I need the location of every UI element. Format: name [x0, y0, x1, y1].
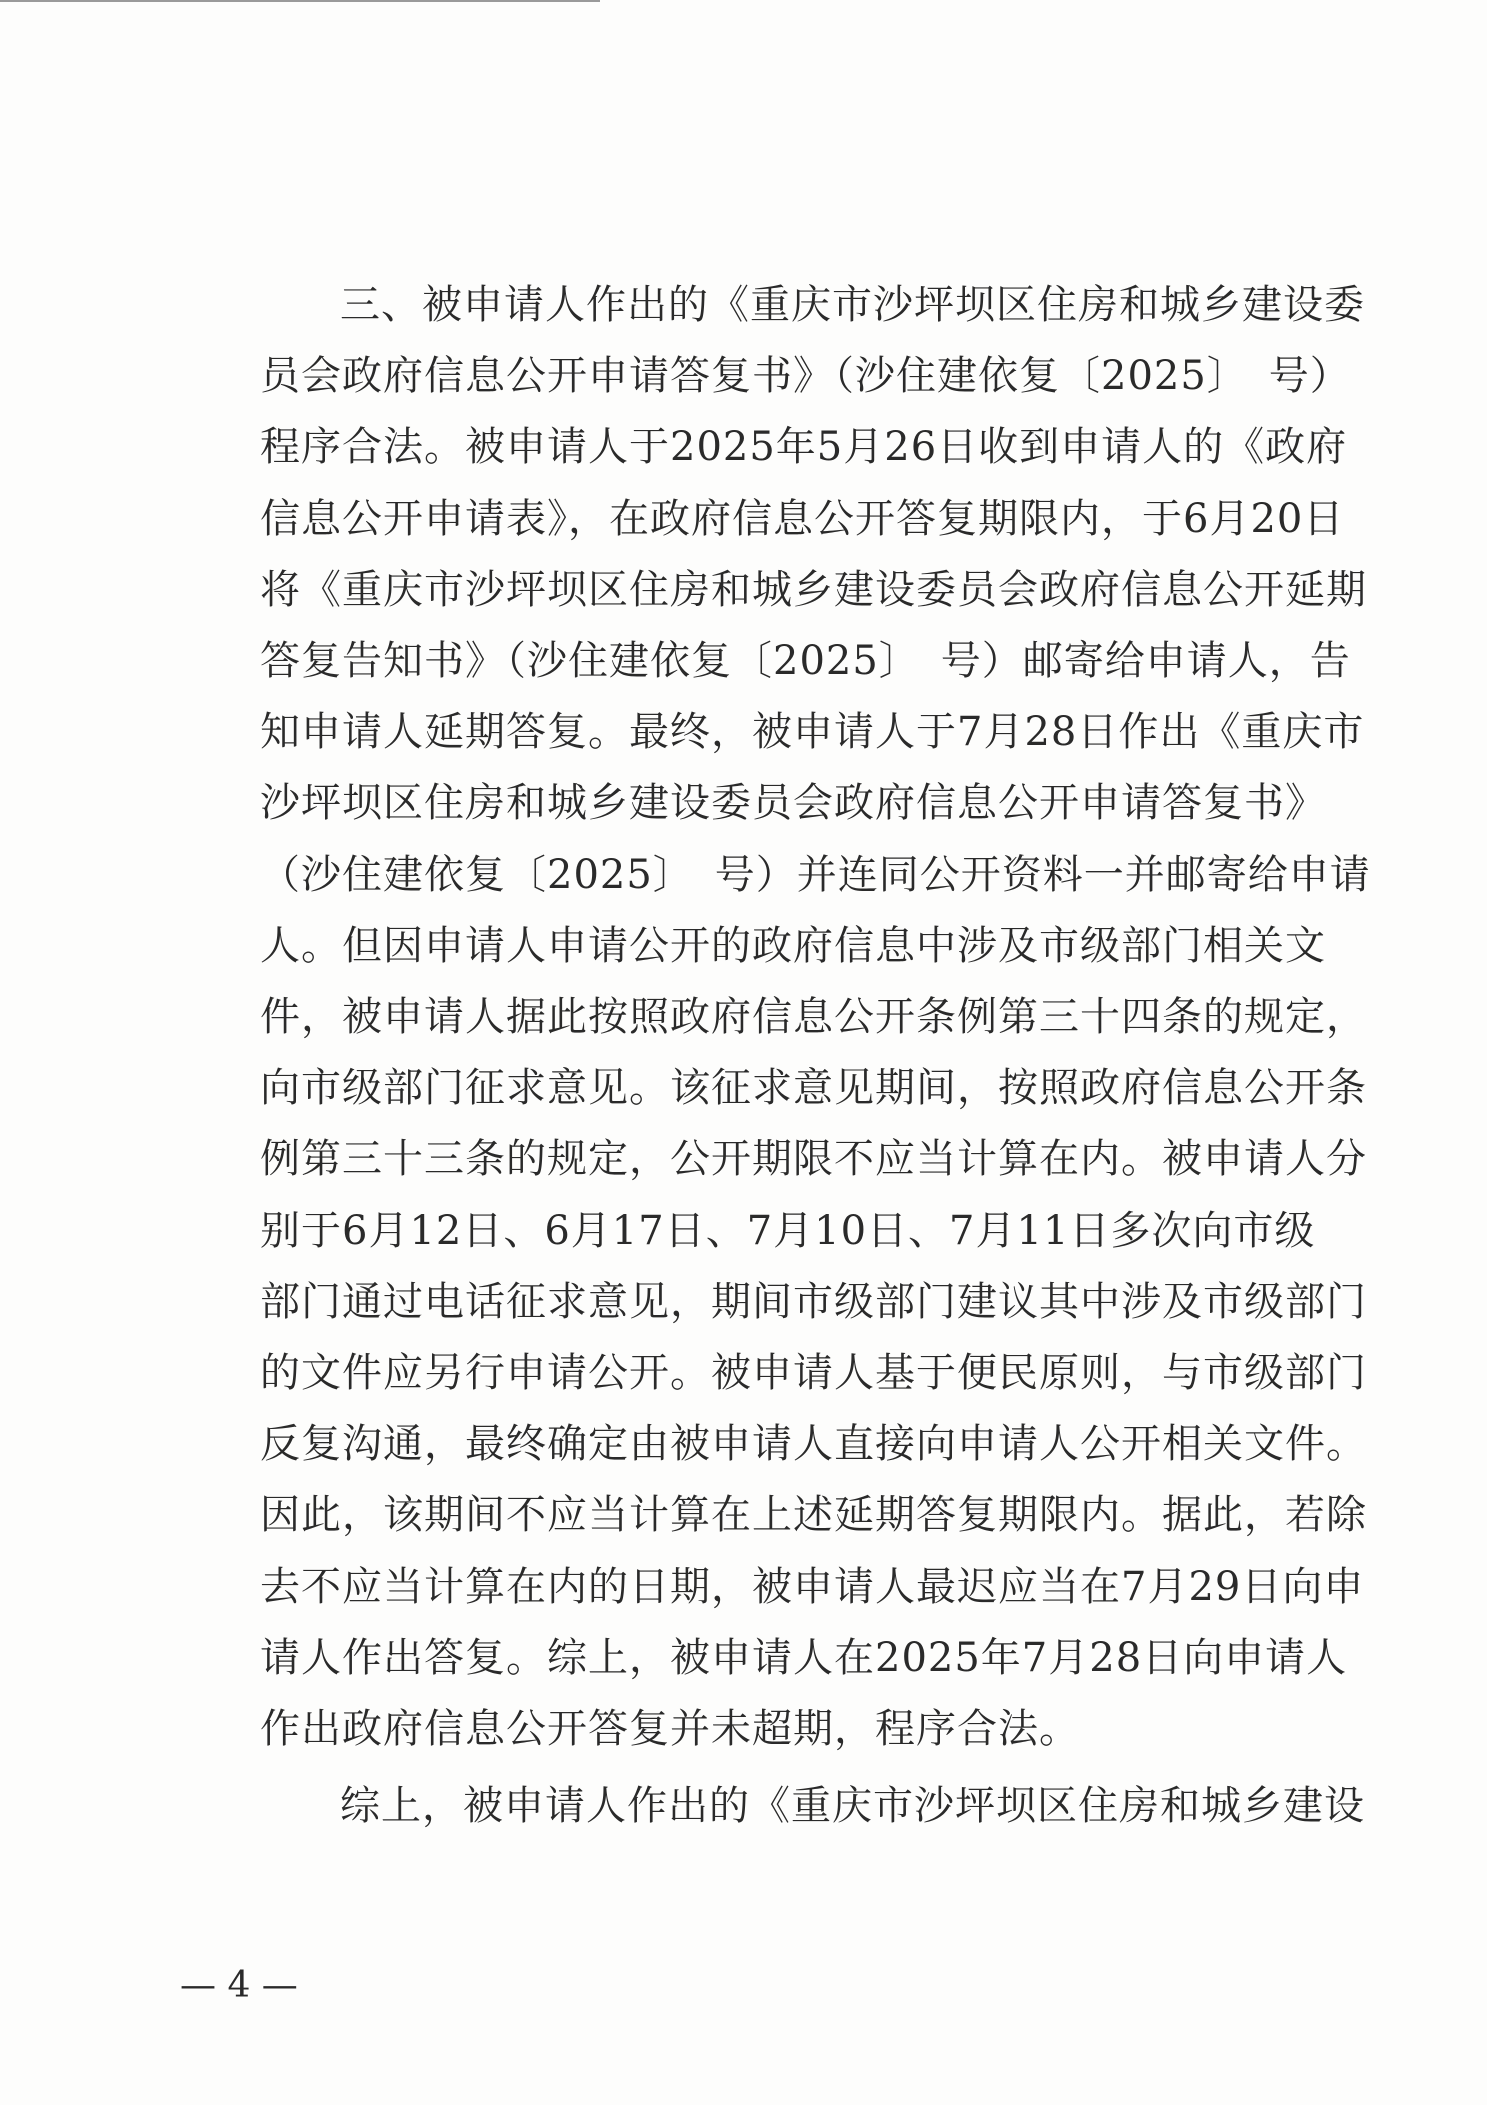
top-rule-line: [0, 0, 600, 2]
page-number: — 4 —: [180, 1965, 298, 2006]
paragraph-line: 员会政府信息公开申请答复书》（沙住建依复〔2025〕 号）: [260, 353, 1351, 400]
paragraph-line: 知申请人延期答复。最终，被申请人于7月28日作出《重庆市: [260, 709, 1365, 756]
paragraph-line: 三、被申请人作出的《重庆市沙坪坝区住房和城乡建设委: [340, 282, 1365, 328]
paragraph-line: 去不应当计算在内的日期，被申请人最迟应当在7月29日向申: [260, 1563, 1365, 1610]
paragraph-line: 答复告知书》（沙住建依复〔2025〕 号）邮寄给申请人，告: [260, 638, 1351, 685]
document-body: [180, 270, 1371, 1842]
paragraph-line: 反复沟通，最终确定由被申请人直接向申请人公开相关文件。: [260, 1421, 1367, 1468]
paragraph-line: 作出政府信息公开答复并未超期，程序合法。: [260, 1706, 1080, 1753]
paragraph-line: 程序合法。被申请人于2025年5月26日收到申请人的《政府: [260, 424, 1348, 471]
paragraph-line: 将《重庆市沙坪坝区住房和城乡建设委员会政府信息公开延期: [260, 566, 1367, 613]
paragraph-line: 部门通过电话征求意见，期间市级部门建议其中涉及市级部门: [260, 1278, 1367, 1325]
paragraph-conclusion: [180, 1771, 1365, 1842]
paragraph-line: 向市级部门征求意见。该征求意见期间，按照政府信息公开条: [260, 1065, 1367, 1112]
paragraph-line: 别于6月12日、6月17日、7月10日、7月11日多次向市级: [260, 1207, 1316, 1254]
paragraph-line: 例第三十三条的规定，公开期限不应当计算在内。被申请人分: [260, 1136, 1367, 1183]
paragraph-line: （沙住建依复〔2025〕 号）并连同公开资料一并邮寄给申请: [260, 851, 1371, 898]
paragraph-line: 因此，该期间不应当计算在上述延期答复期限内。据此，若除: [260, 1492, 1367, 1539]
paragraph-line: 信息公开申请表》，在政府信息公开答复期限内，于6月20日: [260, 495, 1345, 542]
paragraph-line: 件，被申请人据此按照政府信息公开条例第三十四条的规定，: [260, 994, 1367, 1041]
paragraph-procedure: [180, 270, 1371, 1765]
paragraph-line: 综上，被申请人作出的《重庆市沙坪坝区住房和城乡建设: [340, 1783, 1365, 1830]
paragraph-line: 请人作出答复。综上，被申请人在2025年7月28日向申请人: [260, 1634, 1348, 1681]
paragraph-line: 的文件应另行申请公开。被申请人基于便民原则，与市级部门: [260, 1350, 1367, 1397]
paragraph-line: 沙坪坝区住房和城乡建设委员会政府信息公开申请答复书》: [260, 780, 1326, 827]
paragraph-line: 人。但因申请人申请公开的政府信息中涉及市级部门相关文: [260, 922, 1326, 969]
